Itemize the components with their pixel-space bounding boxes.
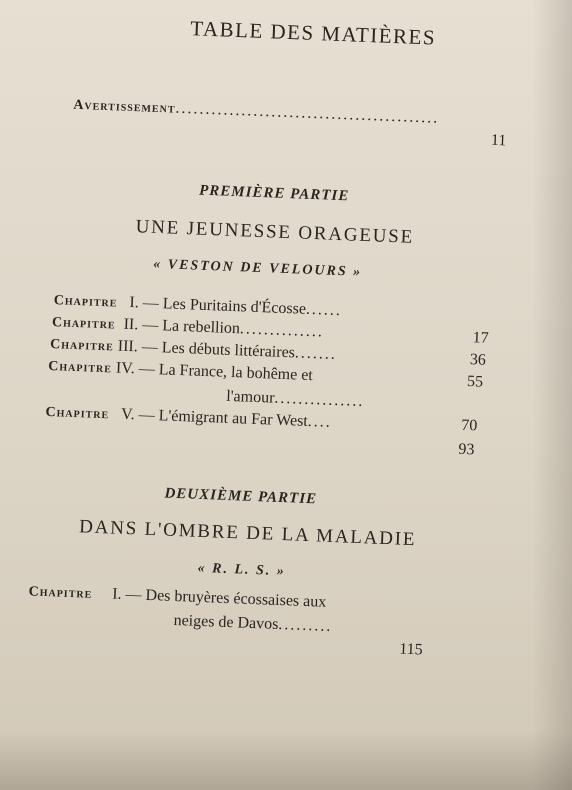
part-one-title: UNE JEUNESSE ORAGEUSE — [135, 216, 415, 248]
part-one-section: « VESTON DE VELOURS » — [152, 256, 363, 280]
chapter-page: 17 — [472, 329, 490, 347]
chapter-dots: ...... — [305, 300, 343, 320]
foreword-page: 11 — [490, 131, 507, 150]
part-two-title: DANS L'OMBRE DE LA MALADIE — [78, 516, 417, 551]
chapter-title-continued — [226, 388, 365, 411]
foreword-label: Avertissement — [73, 97, 176, 117]
chapter-page: 36 — [469, 351, 487, 369]
chapter-page: 55 — [466, 373, 484, 391]
chapter-number: III. — [117, 337, 139, 356]
foreword-dots: ............................................ — [175, 99, 440, 127]
chapter-dots: .... — [307, 412, 333, 431]
chapter-number: I. — [129, 294, 140, 312]
part-one-label: PREMIÈRE PARTIE — [198, 182, 350, 205]
chapter-number: V. — [120, 405, 135, 424]
chapter-number: IV. — [115, 359, 136, 378]
chapter-dots: ....... — [294, 344, 338, 364]
chapter-label: Chapitre — [45, 404, 110, 423]
chapter-page: 93 — [458, 440, 475, 459]
chapter-title-line2: l'amour — [225, 387, 275, 407]
chapter-label: Chapitre — [51, 315, 116, 333]
chapter-dots: ............... — [274, 389, 365, 411]
chapter-number: II. — [123, 315, 139, 334]
chapter-dots: ......... — [278, 615, 333, 636]
chapter-title-line2: neiges de Davos — [173, 611, 279, 633]
chapter-title: — Les Puritains d'Écosse — [142, 294, 307, 318]
chapter-page: 70 — [461, 416, 478, 435]
chapter-label: Chapitre — [49, 337, 115, 355]
foreword-entry — [73, 96, 440, 128]
chapter-page: 115 — [398, 640, 424, 659]
chapter-label: Chapitre — [53, 293, 118, 311]
chapter-title: — L'émigrant au Far West — [138, 406, 309, 430]
chapter-row — [28, 582, 326, 611]
chapter-label: Chapitre — [48, 358, 113, 377]
chapter-title: — La France, la bohême et — [138, 360, 314, 385]
chapter-number: I. — [111, 585, 122, 603]
page-title: TABLE DES MATIÈRES — [189, 16, 437, 50]
chapter-title: — La rebellion — [141, 316, 241, 338]
chapter-title: — Des bruyères écossaises aux — [125, 586, 327, 611]
chapter-title: — Les débuts littéraires — [141, 338, 296, 362]
chapter-dots: .............. — [239, 320, 325, 341]
chapter-title-continued — [173, 612, 332, 636]
part-two-section: « R. L. S. » — [197, 560, 287, 580]
chapter-label: Chapitre — [28, 584, 93, 602]
part-two-label: DEUXIÈME PARTIE — [164, 485, 318, 508]
